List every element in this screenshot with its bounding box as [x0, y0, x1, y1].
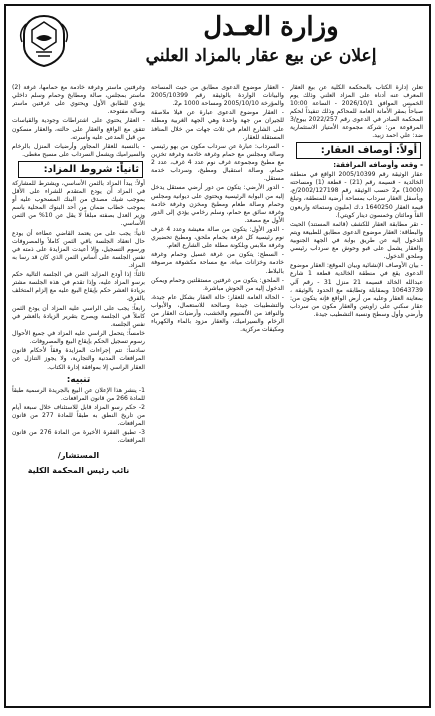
signature-title: نائب رئيس المحكمة الكلية	[27, 465, 130, 475]
condition-paragraph: سادساً: تتم إجراءات المزايدة وفقاً لأحكام قانون المرافعات المدنية والتجارية، ولا يجوز التنازل عن العقار الراسي إلا بموافقة إدارة الكتاب.	[12, 347, 145, 371]
notice-item: 2- حكم رسو المزاد قابل للاستئناف خلال سبعة أيام من تاريخ النطق به طبقاً للمادة 277 من قانون المرافعات.	[12, 403, 145, 428]
signature-role: المستشار/	[57, 450, 100, 460]
description-paragraph: - العقار موضوع الدعوى مطابق من حيث المساحة والبيانات الواردة بالوثيقة رقم 2005/10399 والمؤرخة 2005/10/10 ومساحة 1000 م2.	[151, 84, 284, 108]
description-paragraph: - الدور الأرضي: يتكون من دور أرضي مستقل يدخل إليه من البوابة الرئيسية ويحتوي على ديوانية ومجلس وحمام وصالة طعام ومطبخ ومخزن وغرفة خادمة وغرفة سائق مع حمام، وسلم رخامي يؤدي إلى الدور الأول مع مصعد.	[151, 184, 284, 224]
condition-paragraph: أولاً: يبدأ المزاد بالثمن الأساسي، ويشترط للمشاركة في المزاد أن يودع المتقدم للشراء على الأقل بموجب شيك مصدق من البنك المسحوب عليه أو بموجب خطاب ضمان من أحد البنوك المحلية باسم وزير العدل بصفته مبلغاً لا يقل عن 10% من الثمن الأساسي.	[12, 180, 145, 228]
description-paragraph: - العقار موضوع الدعوى عبارة عن فيلا ملاصقة للجيران من جهة واحدة وهي الجهة الغربية ومطلة على الشارع العام في ثلاث جهات من خلال المنافذ المستقلة للعقار.	[151, 109, 284, 141]
header	[6, 6, 429, 82]
condition-paragraph: رابعاً: يجب على الراسي عليه المزاد أن يودع الثمن كاملاً في الجلسة ويصرح بتقرير الزيادة بالعشر في نفس الجلسة.	[12, 304, 145, 328]
description-paragraph: - الدور الأول: يتكون من صالة معيشة وعدد 4 غرف نوم رئيسية كل غرفة بحمام ملحق، ومطبخ تحضيري وغرفة ملابس وبلكونة مطلة على الشارع العام.	[151, 225, 284, 250]
condition-paragraph: خامساً: يتحمل الراسي عليه المزاد في جميع الأحوال رسوم تسجيل الحكم بإيقاع البيع والمصروفات.	[12, 330, 145, 346]
description-paragraph: - بالنسبة للعقار المجاور وأرضيات المنزل بالرخام والسيراميك ويشمل السرداب على مسبح مغطى.	[12, 142, 145, 158]
description-paragraph: - السرداب: عبارة عن سرداب مكون من بهو رئيسي وصالة ومجلس مع حمام وغرفة خادمة وغرفة تخزين مع مطبخ ومجموعة غرف نوم عدد 4 غرف، عدد 2 حمام، وصالة استقبال ومطبخ، وسرداب خدمة مستقل.	[151, 142, 284, 183]
description-paragraph: - الملحق: يتكون من غرفتين مستقلتين وحمام ويمكن الدخول إليه من الحوش مباشرة.	[151, 276, 284, 292]
notice-item: 1- ينشر هذا الإعلان عن البيع بالجريدة الرسمية طبقاً للمادة 266 من قانون المرافعات.	[12, 386, 145, 402]
kuwait-emblem-icon	[14, 12, 74, 68]
page-title: إعلان عن بيع عقار بالمزاد العلني	[145, 46, 377, 66]
intro-paragraph: تعلن إدارة الكتاب بالمحكمة الكلية عن بيع العقار المعرف عنه أدناه على المزاد العلني وذلك يوم الخميس الموافق 2026/10/1 - الساعة 10:00 صباحاً بمقر الأمانة العامة للمحاكم وذلك تنفيذاً لحكم المحكمة الصادر في الدعوى رقم 2022/257 بيوع/3 المرفوعة من: شركة مجموعة الأمتياز الاستثمارية ضد: علي احمد زبيد.	[290, 84, 423, 140]
body-columns	[12, 84, 423, 698]
notice-item: 3- تطبق الفقرة الأخيرة من المادة 276 من قانون المرافعات.	[12, 429, 145, 445]
notice-heading: تنبيه:	[66, 374, 91, 385]
section-heading-property: أولاً: أوصاف العقار:	[296, 142, 421, 159]
property-paragraph: - بيان الأوصاف الإنشائية وبيان الموقع: العقار موضوع الدعوى يقع في منطقة الخالدية قطعة 1 شارع عبدالله الخالد قسيمة 21 منزل 31 - رقم آلي 10643739 وبمقابلة وتطابقه مع الحدود بالوثيقة ، بمعاينة العقار وعليه من أرض الواقع فإنه يتكون من: عقار سكني على زاويتين والعقار مكون من سرداب وأرضي وأول وسطح ونسبة التشطيب جيدة.	[290, 262, 423, 318]
column-left	[12, 84, 145, 698]
property-paragraph: - تقر مطابقة العقار للكشف (قائمة المستند) الحيث والبطاقة: العقار موضوع الدعوى مطابق للطبيعة ويتم الدخول إليه عن طريق بوابة في الجهة الجنوبية والعقار يشمل على قبو وحوش مع سرداب رئيسي وملحق الدخول.	[290, 220, 423, 261]
section-subheading: - وقعه وأوصافه المرافقة:	[333, 161, 423, 170]
column-right	[290, 84, 423, 698]
property-paragraph: عقار الوثيقة رقم 2005/10399 الواقع في منطقة الخالدية - قسيمة رقم (21) - قطعة (1) ومساحته (1000) م2 حسب الوثيقة رقم 2002/127198/ع، وبأسفل العقار سرداب بمساحة أرضية للمنطقة، وتبلغ قيمة العقار 1640250 د.ك (مليون وستمائة واربعون الفاً ومائتان وخمسون دينار كويتي).	[290, 171, 423, 219]
description-paragraph: - العقار يحتوي على اشتراطات وجودية والقياسات تتفق مع الواقع والعقار على حالته، والعقار مسكون من قبل المدعى عليه وأسرته.	[12, 117, 145, 141]
column-middle	[151, 84, 284, 698]
section-heading-conditions: ثانياً: شروط المزاد:	[18, 161, 143, 178]
description-paragraph: - السطح: يتكون من غرفة غسيل وحمام وغرفة خادمة وخزانات مياه، مع مساحة مكشوفة مرصوفة بالبلاط.	[151, 251, 284, 275]
condition-paragraph: ثالثاً: إذا أودع المزايد الثمن في الجلسة التالية حكم برسو المزاد عليه، وإذا تقدم في هذه الجلسة مشتر بزيادة العشر حكم بإيقاع البيع عليه مع إلزام المتخلف بالفرق.	[12, 271, 145, 303]
announcement-page	[4, 4, 431, 708]
condition-paragraph: ثانياً: يجب على من يعتمد القاضي عطاءه أن يودع حال انعقاد الجلسة باقي الثمن كاملاً والمصروفات ورسوم التسجيل، وإلا أعيدت المزايدة على ذمته في نفس الجلسة على أساس الثمن الذي كان قد رسا به المزاد.	[12, 229, 145, 269]
ministry-name: وزارة العـدل	[203, 12, 339, 42]
description-paragraph: - الحالة العامة للعقار: حالة العقار بشكل عام جيدة، والتشطيبات جيدة وصالحة للاستعمال، والأبواب والنوافذ من الألمنيوم والخشب، وأرضيات العقار من الرخام والسيراميك، والعقار مزود بالماء والكهرباء ومكيفات مركزية.	[151, 294, 284, 334]
description-paragraph: وغرفتين ماستر وغرفة خادمة مع حمامها، غرفة (2) ماستر بمجلس، صالة ومطابخ وحمام وسلم داخلي يؤدي للطابق الأول ويحتوي على غرفتين ماستر وصالة مفتوحة.	[12, 84, 145, 116]
